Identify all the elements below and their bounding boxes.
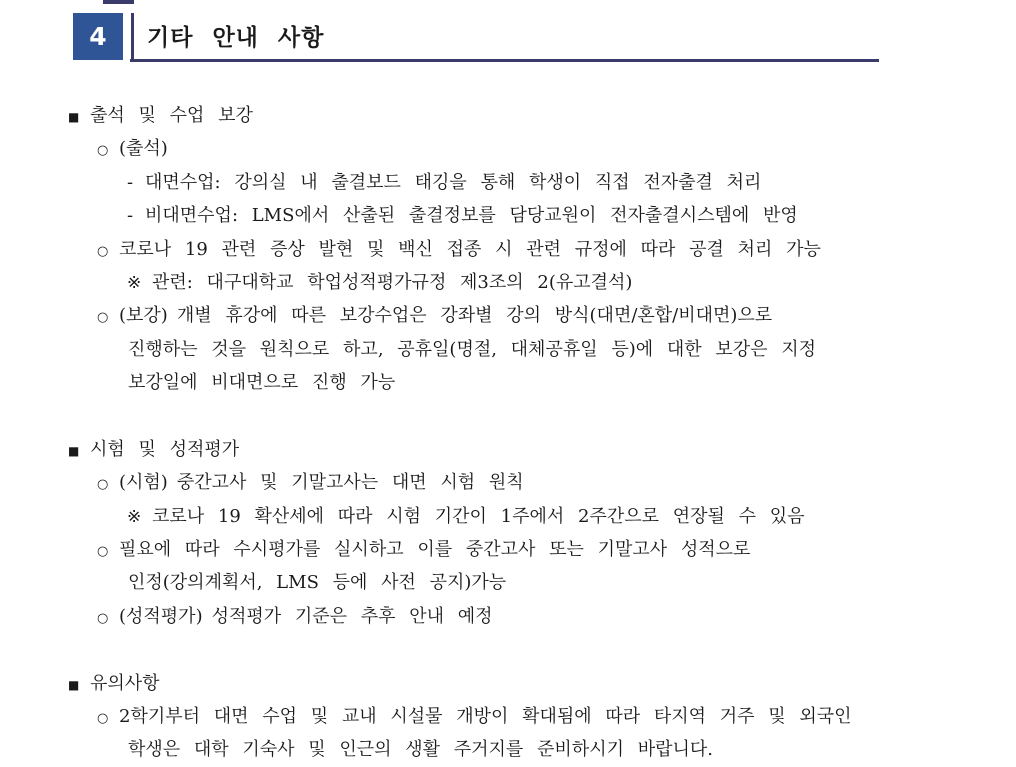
reference-mark-icon: ※ xyxy=(127,506,142,527)
reference-mark-icon: ※ xyxy=(127,272,142,293)
heading-notes xyxy=(0,667,1016,700)
heading-text: 유의사항 xyxy=(90,672,160,694)
section-number: 4 xyxy=(89,22,107,51)
item-text: 필요에 따라 수시평가를 실시하고 이를 중간고사 또는 기말고사 성적으로 xyxy=(119,539,751,561)
item-bold-text: (성적평가) xyxy=(119,605,203,627)
list-item-occasional-eval xyxy=(0,533,1016,566)
dash-bullet-icon: - xyxy=(127,205,134,227)
note-exam-extension xyxy=(0,500,1016,533)
list-item-makeup-class-cont2 xyxy=(0,366,1016,399)
document-body xyxy=(0,99,1016,767)
list-item-remote-class xyxy=(0,199,1016,232)
item-bold-text: (시험) xyxy=(119,472,168,494)
circle-bullet-icon: ○ xyxy=(97,544,109,560)
heading-attendance xyxy=(0,99,1016,132)
item-bold-text: (출석) xyxy=(119,138,168,160)
square-bullet-icon: ■ xyxy=(68,443,80,458)
item-text: 개별 휴강에 따른 보강수업은 강좌별 강의 방식(대면/혼합/비대면)으로 xyxy=(176,305,773,327)
item-text: 학생은 대학 기숙사 및 인근의 생활 주거지를 준비하시기 바랍니다. xyxy=(128,739,713,761)
list-item-inperson-class xyxy=(0,166,1016,199)
section-title: 기타 안내 사항 xyxy=(147,24,325,51)
item-text: 성적평가 기준은 추후 안내 예정 xyxy=(211,605,493,627)
list-item-makeup-class-cont xyxy=(0,333,1016,366)
note-text: 코로나 19 확산세에 따라 시험 기간이 1주에서 2주간으로 연장될 수 있음 xyxy=(152,505,805,527)
item-text: 2학기부터 대면 수업 및 교내 시설물 개방이 확대됨에 따라 타지역 거주 및 외국인 xyxy=(119,706,852,728)
heading-text: 시험 및 성적평가 xyxy=(90,438,240,460)
circle-bullet-icon: ○ xyxy=(97,143,109,159)
list-item-exams xyxy=(0,466,1016,499)
item-text: 인정(강의계획서, LMS 등에 사전 공지)가능 xyxy=(128,572,507,594)
circle-bullet-icon: ○ xyxy=(97,610,109,626)
note-regulation-reference xyxy=(0,266,1016,299)
item-text: 코로나 19 관련 증상 발현 및 백신 접종 시 관련 규정에 따라 공결 처리 가능 xyxy=(119,238,821,260)
section-number-box xyxy=(73,13,123,60)
blank-line xyxy=(0,400,1016,433)
list-item-makeup-class xyxy=(0,299,1016,332)
title-underline-rule xyxy=(130,59,879,62)
blank-line xyxy=(0,633,1016,666)
circle-bullet-icon: ○ xyxy=(97,310,109,326)
top-crop-artifact xyxy=(103,0,134,4)
list-item-grading xyxy=(0,600,1016,633)
item-text: 중간고사 및 기말고사는 대면 시험 원칙 xyxy=(176,472,524,494)
square-bullet-icon: ■ xyxy=(68,677,80,692)
dash-bullet-icon: - xyxy=(127,171,134,193)
circle-bullet-icon: ○ xyxy=(97,477,109,493)
item-text: 비대면수업: LMS에서 산출된 출결정보를 담당교원이 전자출결시스템에 반영 xyxy=(145,205,798,227)
note-text: 관련: 대구대학교 학업성적평가규정 제3조의 2(유고결석) xyxy=(152,271,633,293)
list-item-housing-cont xyxy=(0,733,1016,766)
list-item-covid-absence xyxy=(0,233,1016,266)
circle-bullet-icon: ○ xyxy=(97,243,109,259)
item-text: 대면수업: 강의실 내 출결보드 태깅을 통해 학생이 직접 전자출결 처리 xyxy=(145,171,762,193)
heading-text: 출석 및 수업 보강 xyxy=(90,105,253,126)
heading-exams-grading xyxy=(0,433,1016,466)
list-item-attendance-label xyxy=(0,132,1016,165)
item-bold-text: (보강) xyxy=(119,305,168,327)
item-text: 진행하는 것을 원칙으로 하고, 공휴일(명절, 대체공휴일 등)에 대한 보강은 지정 xyxy=(128,338,817,360)
list-item-housing xyxy=(0,700,1016,733)
circle-bullet-icon: ○ xyxy=(97,711,109,727)
title-left-rule xyxy=(131,13,134,59)
square-bullet-icon: ■ xyxy=(68,110,80,124)
item-text: 보강일에 비대면으로 진행 가능 xyxy=(128,372,396,394)
list-item-occasional-eval-cont xyxy=(0,566,1016,599)
